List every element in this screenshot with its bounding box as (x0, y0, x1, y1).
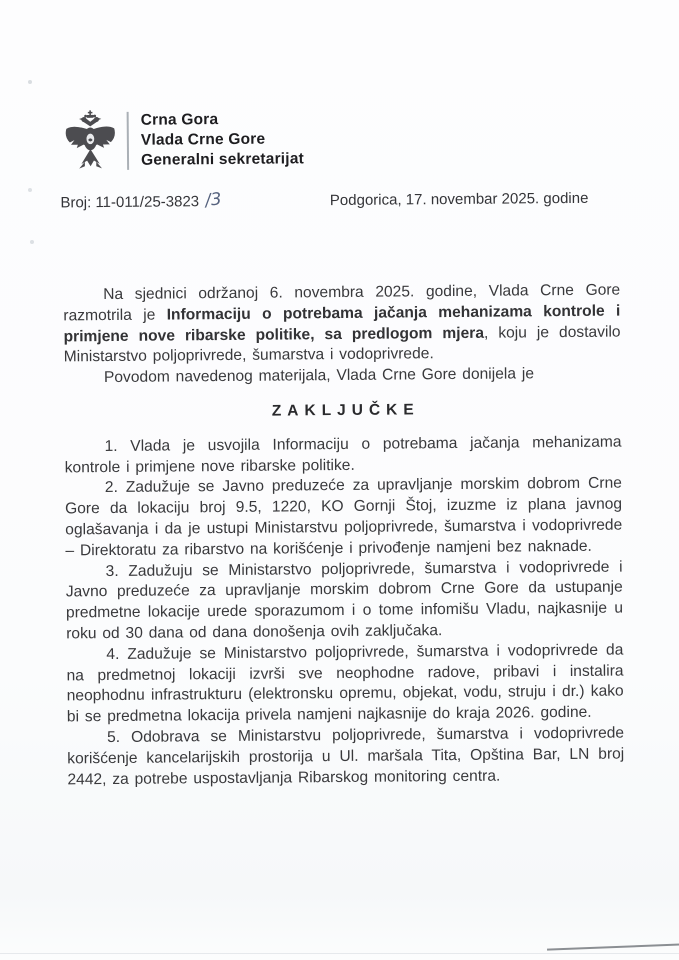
document-number: Broj: 11-011/25-3823 (60, 193, 200, 212)
conclusion-item-1: 1. Vlada je usvojila Informaciju o potrebama jačanja mehanizama kontrole i primjene nove ribarske politike. (64, 433, 622, 476)
letterhead (62, 107, 304, 173)
intro-text-1: Na sjednici održanoj 6. novembra 2025. godine, Vlada Crne Gore razmotrila je (63, 281, 621, 325)
scan-bottom-edge (0, 953, 679, 954)
meta-row (60, 190, 588, 215)
conclusion-item-3: 3. Zadužuju se Ministarstvo poljoprivrede, šumarstva i vodoprivrede i Javno preduzeće za upravljanje morskim dobrom Crne Gore da ustupanje predmetne lokacije urede sporazumom i o tome infomišu Vladu, najkasnije u roku od 30 dana od dana donošenja ovih zaključaka. (65, 558, 624, 643)
povodom-paragraph: Povodom navedenog materijala, Vlada Crne Gore donijela je (103, 365, 535, 387)
letterhead-country: Crna Gora (140, 111, 219, 129)
document-body (63, 281, 624, 791)
handwritten-mark: /3 (203, 189, 223, 211)
conclusions-heading: ZAKLJUČKE (271, 401, 420, 420)
intro-subject-bold: Informaciju o potrebama jačanja mehanizama kontrole i primjene nove ribarske politike, sa predlogom mjera (63, 302, 621, 345)
conclusion-item-5: 5. Odobrava se Ministarstvu poljoprivrede, šumarstva i vodoprivrede korišćenje kancelarijskih prostorija u Ul. maršala Tita, Opština Bar, LN broj 2442, za potrebe uspostavljanja Ribarskog monitoring centra. (67, 724, 625, 788)
letterhead-department: Generalni sekretarijat (140, 150, 305, 169)
letterhead-government: Vlada Crne Gore (140, 130, 266, 149)
place-and-date: Podgorica, 17. novembar 2025. godine (329, 189, 589, 210)
letterhead-divider (127, 112, 130, 170)
conclusion-item-2: 2. Zadužuje se Javno preduzeće za upravljanje morskim dobrom Crne Gore da lokaciju broj 9.5, 1220, KO Gornji Štoj, izuzme iz plana javnog oglašavanja i da je ustupi Ministarstvu poljoprivrede, šumarstva i vodoprivrede – Direktoratu za ribarstvo na korišćenje i privođenje namjeni bez naknade. (65, 474, 623, 560)
intro-text-2: , koju je dostavilo Ministarstvo poljoprivrede, šumarstva i vodoprivrede. (63, 323, 621, 366)
intro-paragraph (63, 281, 621, 369)
document-number-wrap (60, 189, 223, 214)
letterhead-text (141, 109, 304, 170)
coat-of-arms-icon (62, 109, 120, 173)
conclusion-item-4: 4. Zadužuje se Ministarstvo poljoprivrede, šumarstva i vodoprivrede da na predmetnoj lokaciji izvrši sve neophodne radove, pribavi i instalira neophodnu infrastrukturu (elektronsku opremu, objekat, vodu, struju i dr.) kako bi se predmetna lokacija privela namjeni najkasnije do kraja 2026. godine. (66, 641, 624, 726)
